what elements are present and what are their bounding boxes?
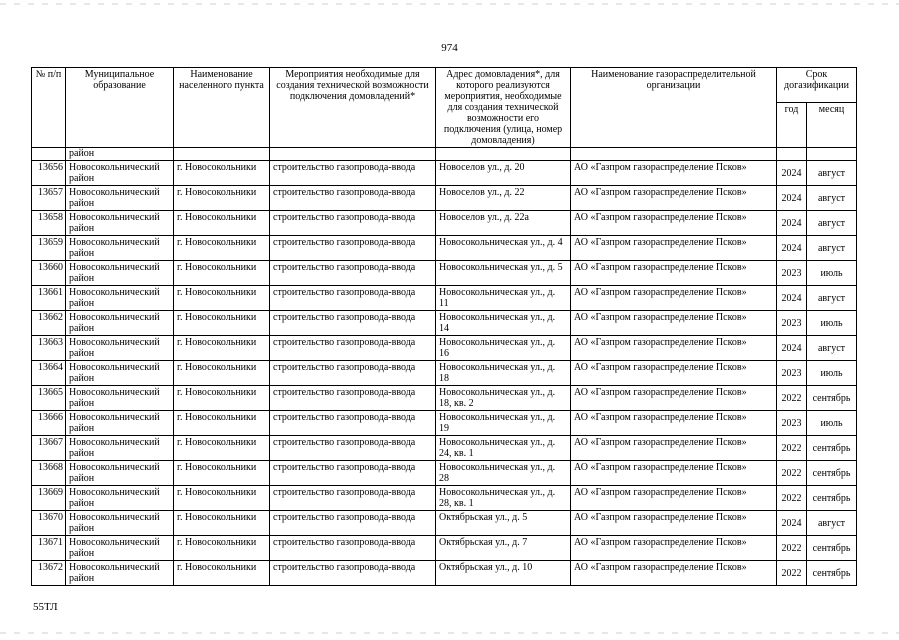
cell-measure: строительство газопровода-ввода (270, 361, 436, 386)
cell-num: 13660 (32, 261, 66, 286)
cell-municipality: Новосокольнический район (66, 511, 174, 536)
cell-municipality: Новосокольнический район (66, 311, 174, 336)
cell-num: 13664 (32, 361, 66, 386)
table-row (32, 236, 857, 261)
cell-num: 13668 (32, 461, 66, 486)
table-row (32, 361, 857, 386)
cell-month: август (807, 211, 857, 236)
cell-num: 13669 (32, 486, 66, 511)
cell-address: Октябрьская ул., д. 10 (436, 561, 571, 586)
table-row (32, 461, 857, 486)
table-row (32, 436, 857, 461)
continuation-municipality: район (66, 148, 174, 161)
cell-year: 2024 (777, 211, 807, 236)
cell-address: Новосокольническая ул., д. 16 (436, 336, 571, 361)
table-row (32, 211, 857, 236)
cell-municipality: Новосокольнический район (66, 461, 174, 486)
cell-address: Новосокольническая ул., д. 14 (436, 311, 571, 336)
cell-organization: АО «Газпром газораспределение Псков» (571, 336, 777, 361)
cell-month: июль (807, 361, 857, 386)
cell-year: 2024 (777, 286, 807, 311)
cell-settlement: г. Новосокольники (174, 286, 270, 311)
cell-address: Новоселов ул., д. 22а (436, 211, 571, 236)
cell-month: август (807, 336, 857, 361)
cell-measure: строительство газопровода-ввода (270, 236, 436, 261)
cell-measure: строительство газопровода-ввода (270, 411, 436, 436)
cell-organization: АО «Газпром газораспределение Псков» (571, 511, 777, 536)
cell-settlement: г. Новосокольники (174, 561, 270, 586)
cell-month: сентябрь (807, 461, 857, 486)
cell-organization: АО «Газпром газораспределение Псков» (571, 211, 777, 236)
header-municipality: Муниципальное образование (66, 68, 174, 148)
cell-municipality: Новосокольнический район (66, 186, 174, 211)
cell-municipality: Новосокольнический район (66, 336, 174, 361)
cell-year: 2022 (777, 461, 807, 486)
header-num: № п/п (32, 68, 66, 148)
table-row (32, 311, 857, 336)
cell-organization: АО «Газпром газораспределение Псков» (571, 361, 777, 386)
cell-settlement: г. Новосокольники (174, 461, 270, 486)
table-row (32, 261, 857, 286)
cell-num: 13656 (32, 161, 66, 186)
cell-address: Новосокольническая ул., д. 18, кв. 2 (436, 386, 571, 411)
cell-measure: строительство газопровода-ввода (270, 261, 436, 286)
cell-organization: АО «Газпром газораспределение Псков» (571, 161, 777, 186)
header-settlement: Наименование населенного пункта (174, 68, 270, 148)
cell-month: июль (807, 311, 857, 336)
cell-measure: строительство газопровода-ввода (270, 211, 436, 236)
cell-address: Новоселов ул., д. 20 (436, 161, 571, 186)
cell-settlement: г. Новосокольники (174, 236, 270, 261)
cell-year: 2022 (777, 486, 807, 511)
header-term: Срок догазификации (777, 68, 857, 103)
cell-num: 13661 (32, 286, 66, 311)
scan-noise-bottom (0, 632, 899, 634)
cell-municipality: Новосокольнический район (66, 211, 174, 236)
header-organization: Наименование газораспределительной организации (571, 68, 777, 148)
cell-municipality: Новосокольнический район (66, 161, 174, 186)
cell-municipality: Новосокольнический район (66, 486, 174, 511)
cell-year: 2024 (777, 511, 807, 536)
cell-num: 13663 (32, 336, 66, 361)
cell-address: Новоселов ул., д. 22 (436, 186, 571, 211)
table-row (32, 286, 857, 311)
cell-year: 2022 (777, 536, 807, 561)
cell-settlement: г. Новосокольники (174, 511, 270, 536)
cell-municipality: Новосокольнический район (66, 261, 174, 286)
cell-month: июль (807, 411, 857, 436)
cell-settlement: г. Новосокольники (174, 211, 270, 236)
table-row (32, 161, 857, 186)
cell-measure: строительство газопровода-ввода (270, 386, 436, 411)
cell-measure: строительство газопровода-ввода (270, 511, 436, 536)
cell-organization: АО «Газпром газораспределение Псков» (571, 536, 777, 561)
cell-settlement: г. Новосокольники (174, 261, 270, 286)
cell-num: 13665 (32, 386, 66, 411)
cell-measure: строительство газопровода-ввода (270, 461, 436, 486)
header-month: месяц (807, 103, 857, 148)
cell-measure: строительство газопровода-ввода (270, 561, 436, 586)
cell-organization: АО «Газпром газораспределение Псков» (571, 561, 777, 586)
cell-num: 13662 (32, 311, 66, 336)
cell-month: сентябрь (807, 436, 857, 461)
cell-organization: АО «Газпром газораспределение Псков» (571, 236, 777, 261)
cell-settlement: г. Новосокольники (174, 311, 270, 336)
cell-municipality: Новосокольнический район (66, 361, 174, 386)
header-measures: Мероприятия необходимые для создания технической возможности подключения домовладений* (270, 68, 436, 148)
scan-noise-top (0, 3, 899, 5)
continuation-row (32, 148, 857, 161)
cell-num: 13658 (32, 211, 66, 236)
cell-settlement: г. Новосокольники (174, 411, 270, 436)
cell-organization: АО «Газпром газораспределение Псков» (571, 311, 777, 336)
table-row (32, 186, 857, 211)
cell-measure: строительство газопровода-ввода (270, 186, 436, 211)
cell-organization: АО «Газпром газораспределение Псков» (571, 286, 777, 311)
table-row (32, 411, 857, 436)
cell-year: 2024 (777, 186, 807, 211)
cell-num: 13672 (32, 561, 66, 586)
cell-address: Октябрьская ул., д. 5 (436, 511, 571, 536)
cell-organization: АО «Газпром газораспределение Псков» (571, 186, 777, 211)
page-number: 974 (441, 42, 458, 54)
cell-settlement: г. Новосокольники (174, 161, 270, 186)
cell-organization: АО «Газпром газораспределение Псков» (571, 461, 777, 486)
cell-address: Новосокольническая ул., д. 18 (436, 361, 571, 386)
cell-settlement: г. Новосокольники (174, 361, 270, 386)
cell-year: 2023 (777, 411, 807, 436)
cell-num: 13657 (32, 186, 66, 211)
cell-measure: строительство газопровода-ввода (270, 536, 436, 561)
cell-year: 2024 (777, 336, 807, 361)
cell-month: август (807, 236, 857, 261)
cell-year: 2023 (777, 261, 807, 286)
cell-settlement: г. Новосокольники (174, 536, 270, 561)
cell-address: Новосокольническая ул., д. 4 (436, 236, 571, 261)
cell-municipality: Новосокольнический район (66, 411, 174, 436)
cell-address: Новосокольническая ул., д. 28 (436, 461, 571, 486)
cell-municipality: Новосокольнический район (66, 386, 174, 411)
cell-measure: строительство газопровода-ввода (270, 286, 436, 311)
cell-settlement: г. Новосокольники (174, 336, 270, 361)
table-body (32, 148, 857, 586)
cell-organization: АО «Газпром газораспределение Псков» (571, 436, 777, 461)
cell-municipality: Новосокольнический район (66, 436, 174, 461)
table-row (32, 486, 857, 511)
cell-measure: строительство газопровода-ввода (270, 161, 436, 186)
cell-year: 2022 (777, 386, 807, 411)
cell-organization: АО «Газпром газораспределение Псков» (571, 411, 777, 436)
cell-month: сентябрь (807, 536, 857, 561)
table-row (32, 386, 857, 411)
cell-num: 13671 (32, 536, 66, 561)
header-address: Адрес домовладения*, для которого реализуются мероприятия, необходимые для создания технической возможности его подключения (улица, номер домовладения) (436, 68, 571, 148)
cell-year: 2023 (777, 361, 807, 386)
cell-settlement: г. Новосокольники (174, 486, 270, 511)
cell-municipality: Новосокольнический район (66, 236, 174, 261)
cell-address: Новосокольническая ул., д. 19 (436, 411, 571, 436)
table-row (32, 511, 857, 536)
cell-year: 2024 (777, 236, 807, 261)
cell-num: 13666 (32, 411, 66, 436)
cell-settlement: г. Новосокольники (174, 186, 270, 211)
cell-address: Новосокольническая ул., д. 11 (436, 286, 571, 311)
cell-organization: АО «Газпром газораспределение Псков» (571, 261, 777, 286)
cell-address: Новосокольническая ул., д. 5 (436, 261, 571, 286)
cell-year: 2022 (777, 561, 807, 586)
cell-month: сентябрь (807, 386, 857, 411)
cell-municipality: Новосокольнический район (66, 286, 174, 311)
cell-month: август (807, 286, 857, 311)
cell-month: август (807, 161, 857, 186)
cell-month: август (807, 186, 857, 211)
cell-settlement: г. Новосокольники (174, 386, 270, 411)
cell-measure: строительство газопровода-ввода (270, 486, 436, 511)
cell-num: 13659 (32, 236, 66, 261)
cell-measure: строительство газопровода-ввода (270, 311, 436, 336)
header-year: год (777, 103, 807, 148)
cell-address: Октябрьская ул., д. 7 (436, 536, 571, 561)
cell-month: сентябрь (807, 486, 857, 511)
table-row (32, 336, 857, 361)
footer-code: 55ТЛ (33, 601, 58, 613)
cell-address: Новосокольническая ул., д. 28, кв. 1 (436, 486, 571, 511)
cell-measure: строительство газопровода-ввода (270, 436, 436, 461)
cell-address: Новосокольническая ул., д. 24, кв. 1 (436, 436, 571, 461)
cell-year: 2022 (777, 436, 807, 461)
cell-month: июль (807, 261, 857, 286)
cell-measure: строительство газопровода-ввода (270, 336, 436, 361)
cell-month: август (807, 511, 857, 536)
cell-organization: АО «Газпром газораспределение Псков» (571, 486, 777, 511)
gasification-table (31, 67, 857, 586)
cell-municipality: Новосокольнический район (66, 561, 174, 586)
cell-organization: АО «Газпром газораспределение Псков» (571, 386, 777, 411)
table-row (32, 536, 857, 561)
cell-municipality: Новосокольнический район (66, 536, 174, 561)
cell-num: 13670 (32, 511, 66, 536)
cell-year: 2023 (777, 311, 807, 336)
table-row (32, 561, 857, 586)
cell-num: 13667 (32, 436, 66, 461)
cell-year: 2024 (777, 161, 807, 186)
cell-month: сентябрь (807, 561, 857, 586)
cell-settlement: г. Новосокольники (174, 436, 270, 461)
